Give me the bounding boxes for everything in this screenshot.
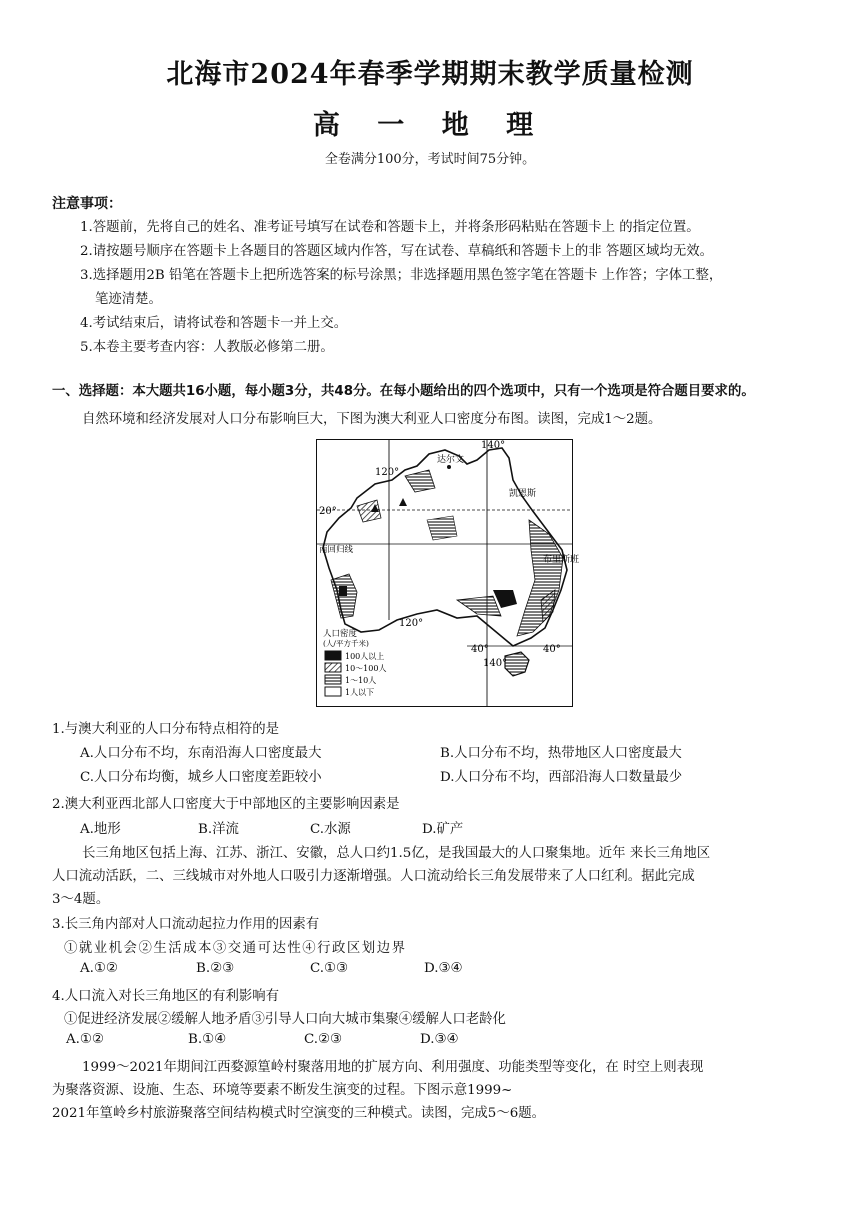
q3-option-a: A.①② [80, 961, 118, 976]
passage2-line: 3～4题。 [52, 892, 110, 907]
label-tropic: 南回归线 [319, 545, 354, 555]
section-intro: 自然环境和经济发展对人口分布影响巨大，下图为澳大利亚人口密度分布图。读图，完成1～2题。 [82, 412, 662, 427]
label-lon140-top: 140° [481, 440, 506, 451]
legend-label: 100人以上 [345, 652, 385, 661]
exam-subject: 高 一 地 理 [312, 110, 548, 141]
map-svg [317, 440, 580, 706]
section-heading: 一、选择题：本大题共16小题，每小题3分，共48分。在每小题给出的四个选项中，只有一个选项是符合题目要求的。 [52, 384, 755, 399]
label-lat40-right: 40° [543, 644, 561, 655]
australia-population-density-map [316, 439, 580, 707]
q2-option-a: A.地形 [80, 822, 121, 837]
exam-meta: 全卷满分100分，考试时间75分钟。 [324, 152, 536, 167]
note-item: 3.选择题用2B 铅笔在答题卡上把所选答案的标号涂黑；非选择题用黑色签字笔在答题卡 上作答；字体工整， [80, 268, 723, 283]
passage3-line: 1999～2021年期间江西婺源篁岭村聚落用地的扩展方向、利用强度、功能类型等变化，在 时空上则表现 [82, 1060, 704, 1075]
exam-title: 北海市2024年春季学期期末教学质量检测 [166, 59, 694, 90]
legend-label: 1人以下 [345, 688, 375, 697]
legend-swatch-high [325, 651, 341, 660]
notes-heading: 注意事项： [52, 196, 122, 212]
q3-items: ①就业机会②生活成本③交通可达性④行政区划边界 [64, 941, 407, 956]
label-cairns: 凯恩斯 [509, 489, 537, 499]
legend-title: 人口密度 [323, 629, 358, 639]
q4-option-a: A.①② [66, 1032, 104, 1047]
passage2-line: 人口流动活跃，二、三线城市对外地人口吸引力逐渐增强。人口流动给长三角发展带来了人口红利。据此完成 [52, 869, 695, 884]
tasmania-outline [505, 652, 529, 676]
q1-option-d: D.人口分布不均，西部沿海人口数量最少 [440, 770, 683, 785]
q1-option-b: B.人口分布不均，热带地区人口密度最大 [440, 746, 682, 761]
legend-label: 10～100人 [345, 664, 387, 673]
note-item: 笔迹清楚。 [95, 292, 162, 307]
q4-option-c: C.②③ [304, 1032, 343, 1047]
legend-swatch-mid [325, 663, 341, 672]
q3-option-d: D.③④ [424, 961, 463, 976]
q3-stem: 3.长三角内部对人口流动起拉力作用的因素有 [52, 917, 320, 932]
note-item: 5.本卷主要考查内容：人教版必修第二册。 [80, 340, 334, 355]
q2-stem: 2.澳大利亚西北部人口密度大于中部地区的主要影响因素是 [52, 797, 400, 812]
label-darwin: 达尔文 [437, 455, 465, 465]
q3-option-b: B.②③ [196, 961, 235, 976]
legend-swatch-verylow [325, 687, 341, 696]
q4-stem: 4.人口流入对长三角地区的有利影响有 [52, 989, 280, 1004]
label-lon120-bottom: 120° [399, 618, 424, 629]
passage3-line: 2021年篁岭乡村旅游聚落空间结构模式时空演变的三种模式。读图，完成5～6题。 [52, 1106, 546, 1121]
q1-stem: 1.与澳大利亚的人口分布特点相符的是 [52, 722, 280, 737]
q3-option-c: C.①③ [310, 961, 349, 976]
label-brisbane: 布里斯班 [543, 555, 580, 565]
label-lat40-left: 40° [471, 644, 489, 655]
note-item: 1.答题前，先将自己的姓名、准考证号填写在试卷和答题卡上，并将条形码粘贴在答题卡上 的指定位置。 [80, 220, 700, 235]
map-legend [323, 628, 386, 697]
label-lat20: 20° [319, 506, 337, 517]
label-lon140-bottom: 140° [483, 658, 508, 669]
density-perth [339, 586, 347, 596]
darwin-dot [447, 465, 451, 469]
label-lon120-top: 120° [375, 467, 400, 478]
q4-items: ①促进经济发展②缓解人地矛盾③引导人口向大城市集聚④缓解人口老龄化 [64, 1012, 506, 1027]
passage3-line: 为聚落资源、设施、生态、环境等要素不断发生演变的过程。下图示意1999~ [52, 1083, 513, 1098]
q2-option-d: D.矿产 [422, 822, 464, 837]
passage2-line: 长三角地区包括上海、江苏、浙江、安徽，总人口约1.5亿，是我国最大的人口聚集地。近年 来长三角地区 [82, 846, 711, 861]
note-item: 4.考试结束后，请将试卷和答题卡一并上交。 [80, 316, 348, 331]
q4-option-b: B.①④ [188, 1032, 227, 1047]
q1-option-c: C.人口分布均衡，城乡人口密度差距较小 [80, 770, 322, 785]
q4-option-d: D.③④ [420, 1032, 459, 1047]
q2-option-c: C.水源 [310, 822, 351, 837]
q2-option-b: B.洋流 [198, 822, 239, 837]
q1-option-a: A.人口分布不均，东南沿海人口密度最大 [80, 746, 322, 761]
note-item: 2.请按题号顺序在答题卡上各题目的答题区域内作答，写在试卷、草稿纸和答题卡上的非 答题区域均无效。 [80, 244, 713, 259]
legend-label: 1～10人 [345, 676, 377, 685]
legend-swatch-low [325, 675, 341, 684]
legend-unit: (人/平方千米) [323, 639, 369, 648]
